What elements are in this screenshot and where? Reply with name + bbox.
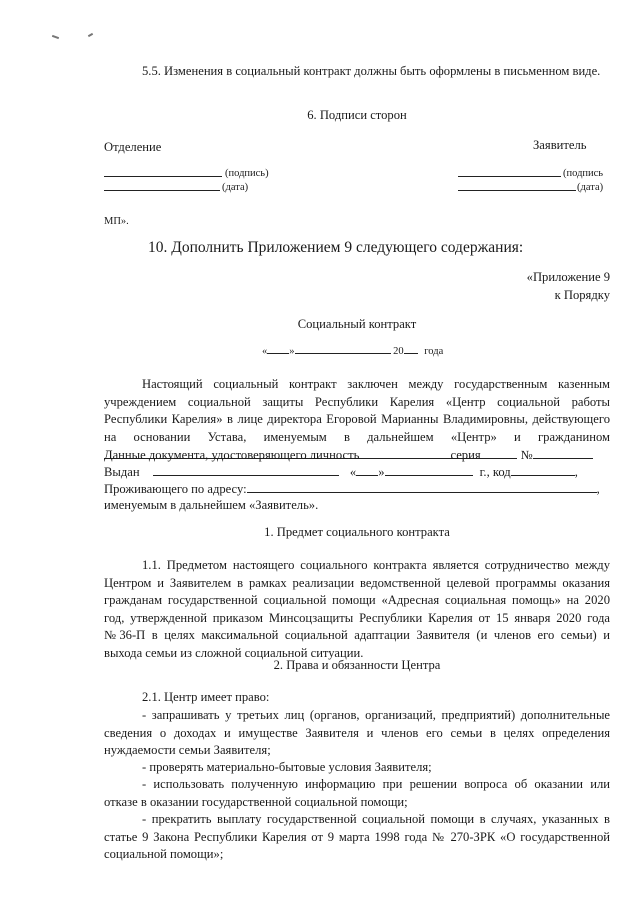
left-date-line	[104, 189, 220, 191]
month-blank	[295, 341, 391, 354]
issued-row	[104, 463, 578, 482]
date-open-quote: «	[262, 346, 268, 357]
scan-mark	[52, 35, 59, 39]
right-item-1: - запрашивать у третьих лиц (органов, организаций, предприятий) дополнительные сведения о доходах и имуществе Заявителя и членов его семьи в целях определения нуждаемости семьи Заявителя;	[104, 708, 610, 757]
issued-month-blank	[385, 463, 473, 476]
year-blank	[404, 341, 418, 354]
seal-label: МП».	[104, 216, 129, 227]
right-date-caption: (дата)	[577, 182, 604, 193]
section1-title: 1. Предмет социального контракта	[264, 525, 450, 539]
identity-doc-label: Данные документа, удостоверяющего личность	[104, 448, 360, 462]
appendix-label-line2: к Порядку	[554, 288, 610, 302]
left-signature-caption: (подпись)	[225, 168, 269, 179]
code-blank	[511, 463, 575, 476]
item-10-heading: 10. Дополнить Приложением 9 следующего содержания:	[148, 239, 524, 256]
issued-label: Выдан	[104, 465, 140, 479]
right-signature-caption: (подпись	[563, 168, 604, 179]
address-label: Проживающего по адресу:	[104, 482, 247, 496]
left-date-caption: (дата)	[222, 182, 249, 193]
section6-title: 6. Подписи сторон	[307, 108, 407, 122]
left-signature-line	[104, 175, 222, 177]
right-date-line	[458, 189, 576, 191]
section2-title: 2. Права и обязанности Центра	[273, 658, 441, 672]
series-label: серия	[450, 448, 481, 462]
clause-2-1: 2.1. Центр имеет право:	[142, 690, 270, 704]
clause-5-5: 5.5. Изменения в социальный контракт должны быть оформлены в письменном виде.	[142, 64, 601, 78]
right-item-3: - использовать полученную информацию при решении вопроса об оказании или отказе в оказании государственной социальной помощи;	[104, 777, 610, 809]
named-as-row: именуемым в дальнейшем «Заявитель».	[104, 498, 319, 512]
appendix-label-line1: «Приложение 9	[526, 270, 610, 284]
number-label: №	[520, 448, 533, 462]
left-party-label: Отделение	[104, 140, 162, 154]
code-comma: ,	[574, 465, 578, 479]
address-blank	[247, 480, 597, 493]
scan-mark	[88, 33, 93, 37]
identity-doc-row	[104, 446, 593, 465]
contract-date-line	[262, 341, 443, 361]
clause-1-1: 1.1. Предметом настоящего социального контракта является сотрудничество между Центром и Заявителем в рамках реализации ведомственной целевой программы оказания гражданам государственной социальной помощи «Адресная социальная помощь» на 2020 год, утвержденной приказом Минсоцзащиты Республики Карелия от 15 января 2020 года №36-П в целях максимальной социальной адаптации Заявителя (и членов его семьи) и выхода семьи из сложной социальной ситуации.	[104, 558, 610, 660]
year-word: года	[424, 346, 444, 357]
address-row	[104, 480, 600, 499]
date-close-quote: »	[289, 346, 295, 357]
series-blank	[481, 446, 517, 459]
day-blank	[267, 341, 289, 354]
intro-text: Настоящий социальный контракт заключен между государственным казенным учреждением социальной защиты Республики Карелия «Центр социальной работы Республики Карелия» в лице директора Егоровой Марианны Владимировны, действующего на основании Устава, именуемым в дальнейшем «Центр» и гражданином	[104, 377, 610, 444]
right-item-2: - проверять материально-бытовые условия Заявителя;	[142, 760, 432, 774]
issued-close-quote: »	[378, 465, 385, 479]
issued-day-blank	[356, 463, 378, 476]
right-party-label: Заявитель	[533, 138, 587, 152]
code-label: код	[492, 465, 511, 479]
issued-open-quote: «	[349, 465, 357, 479]
issued-year-label: г.,	[479, 465, 490, 479]
issued-by-blank	[153, 463, 339, 476]
number-blank	[533, 446, 593, 459]
contract-title: Социальный контракт	[297, 317, 417, 331]
right-item-4: - прекратить выплату государственной социальной помощи в случаях, указанных в статье 9 Закона Республики Карелия от 9 марта 1998 года № 270-ЗРК «О государственной социальной помощи»;	[104, 812, 610, 861]
year-prefix: 20	[393, 346, 404, 357]
identity-doc-blank	[362, 446, 450, 459]
right-signature-line	[458, 175, 561, 177]
address-comma: ,	[596, 482, 600, 496]
